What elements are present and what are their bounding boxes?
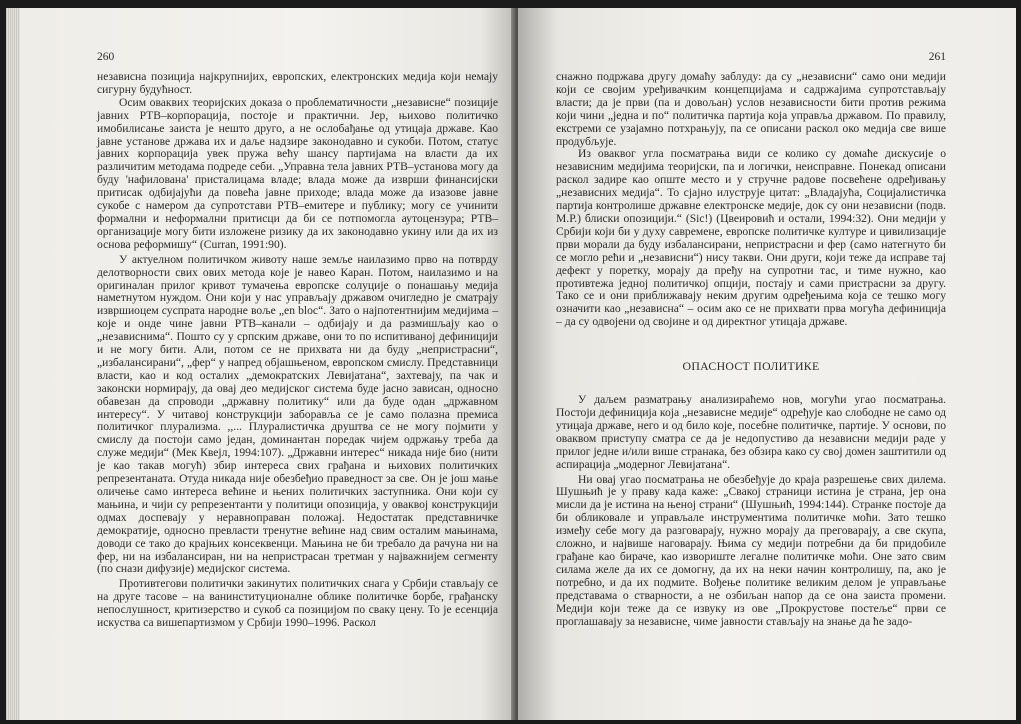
right-page-body xyxy=(556,71,946,628)
paragraph: независна позиција најкрупнијих, европских, електронских медија који немају сигурну будућност. xyxy=(97,70,498,96)
paragraph: Осим оваквих теоријских доказа о проблематичности „независне“ позиције јавних РТВ–корпорација, постоје и практични. Јер, њихово политичко имобилисање заиста је нешто друго, а не ослобађање од утицаја државе. Као јавне установе државa их и даље надзире законодавно и сукоби. Потом, статус јавних корпорација увек пружа већу шансу партијама на власти да их различитим методама подреде себи. „Управна тела јавних РТВ–установа могу да буду 'нафилована' присталицама владе; влада може да изврши финансијски притисак одбијајући да повећа јавне приходе; влада може да изазове јавне сукобе с намером да супротстави РТВ–емитере и публику; могу се учинити формални и неформални притисци да би се потпомогла аутоцензура; РТВ–организације могу бити изложене ризику да их законодавно укину или да их из основа реформишу“ (Curran, 1991:90). xyxy=(97,95,498,251)
book-spread xyxy=(6,8,1016,720)
page-number-right: 261 xyxy=(928,51,946,63)
paragraph: У даљем разматрању анализираћемо нов, могући угао посматрања. Постоји дефиниција која „независне медије“ одређује као слободне не само од утицаја државе, него и од било које, посебне политичке, партије. У основи, по оваквом приступу сматра се да је недопустиво да независни медији раде у прилог једне и/или више странака, без обзира како су свој домен заштитили од аспирација „модерног Левијатана“. xyxy=(556,393,946,471)
section-heading: ОПАСНОСТ ПОЛИТИКЕ xyxy=(682,359,820,374)
paragraph: У актуелном политичком животу наше земље наилазимо прво на потврду делотворности свих ових метода које је навео Каран. Потом, наилазимо и на оригиналан прилог кривот тумачења европске солуције о понашању медија наметнутом нуждом. Они који у нас управљају државом очигледно је сматрају извршиоцем суспрата народне воље „en bloc“. Зато о најпотентнијим медијима – које и онде чине јавни РТВ–канали – одбијају и да размишљају као о „независнима“. Пошто су у српским државe, они то по испитиваној дефиницији и не могу бити. Али, потом се не прихвата ни да буду „непристрасни“, „избалансирани“, „фер“ у напред објашњеном, европском смислу. Представници власти, као и код осталих „демократских Левијатана“, захтевају, па чак и законски нормирају, да овај део медијског система буде јасно зависан, односно обавезан да спроводи „државну политику“ или да буде одан „државном интересу“. У читавој конструкцији заборавља се је само полазна премиса политичког плурализма. ,,... Плуралистичка друштва се не могу појмити у смислу да постоји само један, доминантан поредак чијем одржању треба да служе медији“ (Мек Квејл, 1994:107). „Државни интерес“ никада није био (нити је као такав могућ) збир интереса свих грађана и њихових политичких репрезентаната. Отуда никада није обезбеђио праведност за све. Он је још мање оличење само интереса већине и њених политичких заступника. Они који су мањина, и чији су репрезентанти у политици опозиција, у оваквој конструкцији одмах доспевају у неравноправан положај. Недостатак представничке демократије, односно превласти тренутне већине над свим осталим мањинама, доводи се тако до крајњих консеквенци. Мањина не би требало да рачуна ни на фер, ни на избалансиран, ни на непристрасан третман у најважнијем сегменту (по снази дифузије) медијског система. xyxy=(97,252,498,576)
paragraph: Из оваквог угла посматрања види се колико су домаће дискусије о независним медијима теоријски, па и логички, неисправне. Понекад описани раскол задире као опште место и у стручне радове посвећене одређивању „независних медија“. То сјајно илуструје цитат: „Владајућа, Социјалистичка партија контролише државне електронске медије, док су они независни (подв. М.Р.) блиски опозицији.“ (Sic!) (Цвеировић и остали, 1994:32). Они медији у Србији који би у духу савремене, европске политичке културе и цивилизације први морали да буду избалансирани, непристрасни и фер (само натегнуто би се могло рећи и „независни“) нису такви. Они други, који теже да исправе тај дефект у поретку, морају да пређу на супротни тас, и тиме нужно, као противтежа једној политичкој опцији, постају и сами пристрасни за другу. Тако се и они приближавају неким другим одређењима која се тешко могу означити као „независна“ – осим ако се не прихвати прва могућа дефиниција – да су одвојени од својине и од директног утицаја државе. xyxy=(556,147,946,329)
left-page-body xyxy=(97,71,498,630)
paragraph: снажно подржава другу домаћу заблуду: да су „независни“ само они медији који се својим уређивачким концепцијама и садржајима супротстављају власти; да је први (па и довољан) услов независности бити против режима који чини „једна и по“ политичка партија која управља државом. По правилу, екстреми се узајамно потхрањују, па се описани раскол око медија све више продубљује. xyxy=(556,70,946,148)
page-number-left: 260 xyxy=(97,51,115,63)
paragraph: Противтегови политички закинутих политичких снага у Србији стављају се на друге тасове – на ванинституционалне облике политичке борбе, грађанску непослушност, критизерство и сукоб са позицијом по свaку цену. То је есенција искуства са вишепартизмом у Србији 1990–1996. Раскол xyxy=(97,577,498,630)
right-page xyxy=(518,8,1016,720)
left-page xyxy=(6,8,516,720)
page-edge xyxy=(6,8,20,720)
paragraph: Ни овај угао посматрања не обезбеђује до краја разрешење свих дилема. Шушњић је у праву када каже: „Свакој страници истина је страна, јер она мисли да је истина на њеној страни“ (Шушњић, 1994:144). Странке постоје да би обликовале и управљале инструментима политичке моћи. Зато тешко између себе могу да разговарају, нужно морају да преговарају, а све скупа, сложно, и највише наговарају. Њима су медији потребни да би придобиле грађане као бираче, као извориште легалне политичке моћи. Оне зато свим силама желе да их се домогну, да их на неки начин контролишу, па, ако је потребно, и да их подмите. Вођење политике великим делом је управљање представама о стварности, а не озбиљан напор да се она заиста промени. Медији који теже да се извуку из ове „Прокрустове постеље“ први се проглашавају за независне, чиме јавности стављају на знање да ће задо- xyxy=(556,472,946,628)
